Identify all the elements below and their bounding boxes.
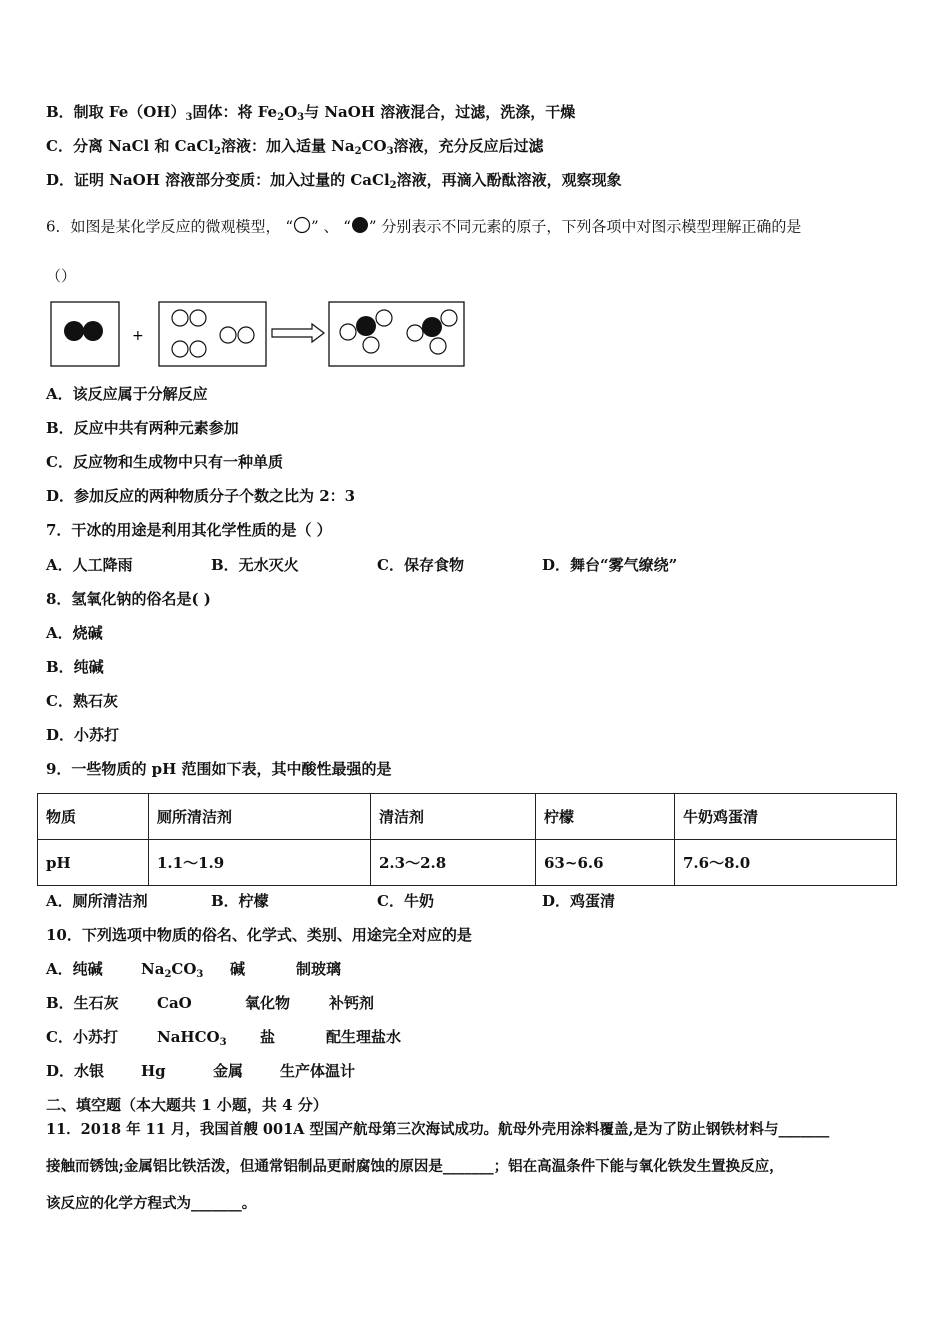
q11-line-3: 该反应的化学方程式为_______。 — [46, 1195, 257, 1212]
q6-option-b: B．反应中共有两种元素参加 — [46, 419, 239, 437]
plus-sign: + — [132, 328, 144, 344]
white-atom-icon — [293, 216, 311, 239]
table-cell: pH — [38, 840, 149, 886]
q9-option-b: B．柠檬 — [211, 892, 269, 910]
prev-option-d: D．证明 NaOH 溶液部分变质：加入过量的 CaCl$_2$溶液，再滴入酚酞溶液，观察现象 — [46, 171, 622, 191]
q8-option-a: A．烧碱 — [46, 624, 103, 642]
q9-stem: 9．一些物质的 pH 范围如下表，其中酸性最强的是 — [46, 760, 392, 778]
table-cell: 2.3～2.8 — [371, 840, 536, 886]
q10-stem: 10．下列选项中物质的俗名、化学式、类别、用途完全对应的是 — [46, 926, 472, 944]
q8-stem: 8．氢氧化钠的俗名是( ) — [46, 590, 211, 608]
q6-option-a: A．该反应属于分解反应 — [46, 385, 208, 403]
table-cell: 1.1～1.9 — [149, 840, 371, 886]
black-atom-icon — [351, 216, 369, 239]
prev-option-b: B．制取 $Fe(OH)_3$固体：将 $Fe_2O_3$与 NaOH 溶液混合，过滤，洗涤，干燥 — [46, 103, 576, 123]
ph-table — [37, 793, 897, 886]
reaction-model-svg — [50, 300, 470, 370]
table-row — [38, 840, 897, 886]
q11-line-1: 11．2018 年 11 月，我国首艘 001A 型国产航母第三次海试成功。航母外壳用涂料覆盖,是为了防止钢铁材料与_______ — [46, 1121, 830, 1138]
q8-option-b: B．纯碱 — [46, 658, 104, 676]
q7-option-c: C．保存食物 — [377, 556, 464, 574]
table-cell: 7.6～8.0 — [675, 840, 897, 886]
q8-option-c: C．熟石灰 — [46, 692, 118, 710]
table-cell: 物质 — [38, 794, 149, 840]
table-cell: 牛奶鸡蛋清 — [675, 794, 897, 840]
q11-line-2: 接触而锈蚀;金属铝比铁活泼，但通常铝制品更耐腐蚀的原因是_______；铝在高温条件下能与氧化铁发生置换反应， — [46, 1158, 784, 1175]
q7-option-a: A．人工降雨 — [46, 556, 133, 574]
q8-option-d: D．小苏打 — [46, 726, 120, 744]
table-cell: 柠檬 — [536, 794, 675, 840]
q6-option-d: D．参加反应的两种物质分子个数之比为 2：3 — [46, 487, 356, 505]
black-atom — [83, 321, 103, 341]
reaction-arrow-icon — [272, 324, 324, 342]
q9-option-d: D．鸡蛋清 — [542, 892, 616, 910]
prev-option-c: C．分离 NaCl 和 CaCl$_2$溶液：加入适量 $Na_2CO_3$溶液，充分反应后过滤 — [46, 137, 544, 157]
q7-stem: 7．干冰的用途是利用其化学性质的是（ ） — [46, 521, 332, 539]
reaction-diagram — [50, 300, 470, 374]
q6-option-c: C．反应物和生成物中只有一种单质 — [46, 453, 283, 471]
q9-option-a: A．厕所清洁剂 — [46, 892, 148, 910]
section-2-heading: 二、填空题（本大题共 1 小题，共 4 分） — [46, 1096, 328, 1114]
q7-option-d: D．舞台“雾气缭绕” — [542, 556, 678, 574]
table-row — [38, 794, 897, 840]
q6-paren: （） — [46, 267, 77, 285]
q7-option-b: B．无水灭火 — [211, 556, 299, 574]
q6-stem: 6．如图是某化学反应的微观模型， “ ” 、 “ ” 分别表示不同元素的原子，下列各项中对图示模型理解正确的是 — [46, 216, 801, 239]
table-cell: 63~6.6 — [536, 840, 675, 886]
table-cell: 厕所清洁剂 — [149, 794, 371, 840]
black-atom — [64, 321, 84, 341]
table-cell: 清洁剂 — [371, 794, 536, 840]
q9-option-c: C．牛奶 — [377, 892, 434, 910]
